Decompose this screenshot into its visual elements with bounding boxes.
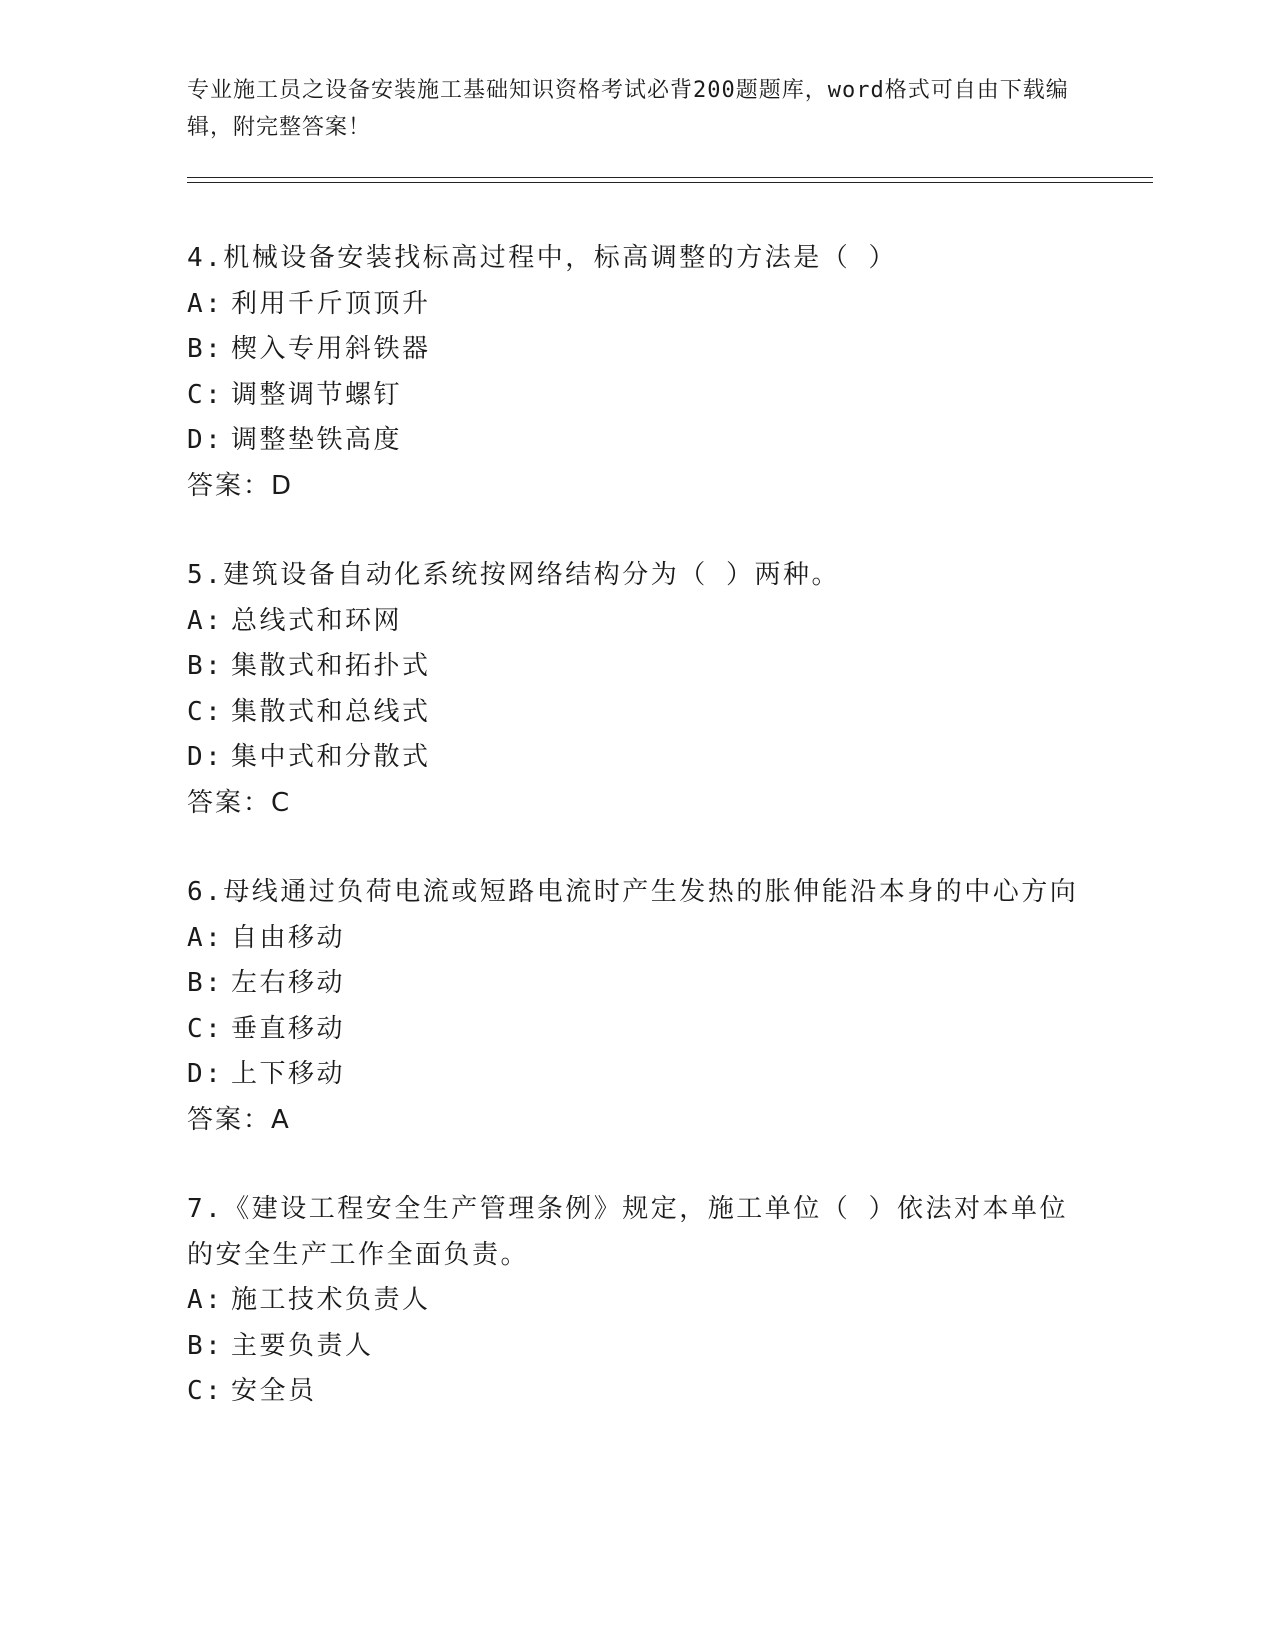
option-a	[187, 1278, 1087, 1324]
option-text: 调整调节螺钉	[231, 379, 403, 410]
option-key: B:	[187, 334, 224, 364]
option-a	[187, 599, 1087, 645]
answer-line: 答案：C	[187, 787, 292, 818]
option-key: D:	[187, 742, 224, 772]
option-key: B:	[187, 651, 224, 681]
option-key: B:	[187, 1330, 224, 1361]
header-divider-top	[187, 177, 1153, 178]
option-key: C:	[187, 1013, 224, 1044]
option-key: A:	[187, 922, 224, 953]
option-d	[187, 418, 1087, 464]
option-key: C:	[187, 1376, 224, 1406]
option-text: 主要负责人	[231, 1330, 374, 1361]
option-text: 自由移动	[231, 922, 346, 953]
option-key: C:	[187, 379, 224, 410]
question-stem: 6.母线通过负荷电流或短路电流时产生发热的胀伸能沿本身的中心方向	[187, 877, 1079, 907]
option-d	[187, 1052, 1087, 1098]
option-c	[187, 373, 1087, 419]
question-list	[187, 236, 1087, 1459]
option-text: 左右移动	[231, 968, 346, 998]
option-text: 总线式和环网	[231, 605, 403, 636]
option-key: A:	[187, 605, 224, 636]
option-text: 集散式和总线式	[231, 696, 431, 727]
option-text: 安全员	[231, 1376, 317, 1406]
question-4	[187, 236, 1087, 509]
question-7	[187, 1187, 1087, 1415]
option-text: 楔入专用斜铁器	[231, 334, 431, 364]
question-stem: 5.建筑设备自动化系统按网络结构分为（ ）两种。	[187, 560, 840, 590]
option-text: 集散式和拓扑式	[231, 651, 431, 681]
option-b	[187, 961, 1087, 1007]
option-a	[187, 916, 1087, 962]
question-5	[187, 553, 1087, 826]
option-key: D:	[187, 1059, 224, 1089]
option-key: C:	[187, 696, 224, 727]
option-b	[187, 327, 1087, 373]
answer-line: 答案：D	[187, 470, 294, 501]
option-text: 上下移动	[231, 1059, 346, 1089]
option-text: 垂直移动	[231, 1013, 346, 1044]
answer-line: 答案：A	[187, 1104, 291, 1135]
option-text: 集中式和分散式	[231, 742, 431, 772]
option-b	[187, 1324, 1087, 1370]
option-c	[187, 1007, 1087, 1053]
option-d	[187, 735, 1087, 781]
question-6	[187, 870, 1087, 1143]
option-text: 施工技术负责人	[231, 1285, 431, 1315]
document-intro: 专业施工员之设备安装施工基础知识资格考试必背200题题库，word格式可自由下载编辑，附完整答案！	[187, 78, 1069, 140]
option-b	[187, 644, 1087, 690]
option-a	[187, 282, 1087, 328]
option-c	[187, 1369, 1087, 1415]
option-key: B:	[187, 968, 224, 998]
option-text: 调整垫铁高度	[231, 425, 403, 455]
option-key: D:	[187, 425, 224, 455]
option-key: A:	[187, 1285, 224, 1315]
header-divider-bottom	[187, 182, 1153, 183]
option-key: A:	[187, 288, 224, 319]
option-c	[187, 690, 1087, 736]
option-text: 利用千斤顶顶升	[231, 288, 431, 319]
question-stem: 7.《建设工程安全生产管理条例》规定，施工单位（ ）依法对本单位的安全生产工作全面负责。	[187, 1194, 1068, 1270]
question-stem: 4.机械设备安装找标高过程中，标高调整的方法是（ ）	[187, 243, 897, 273]
